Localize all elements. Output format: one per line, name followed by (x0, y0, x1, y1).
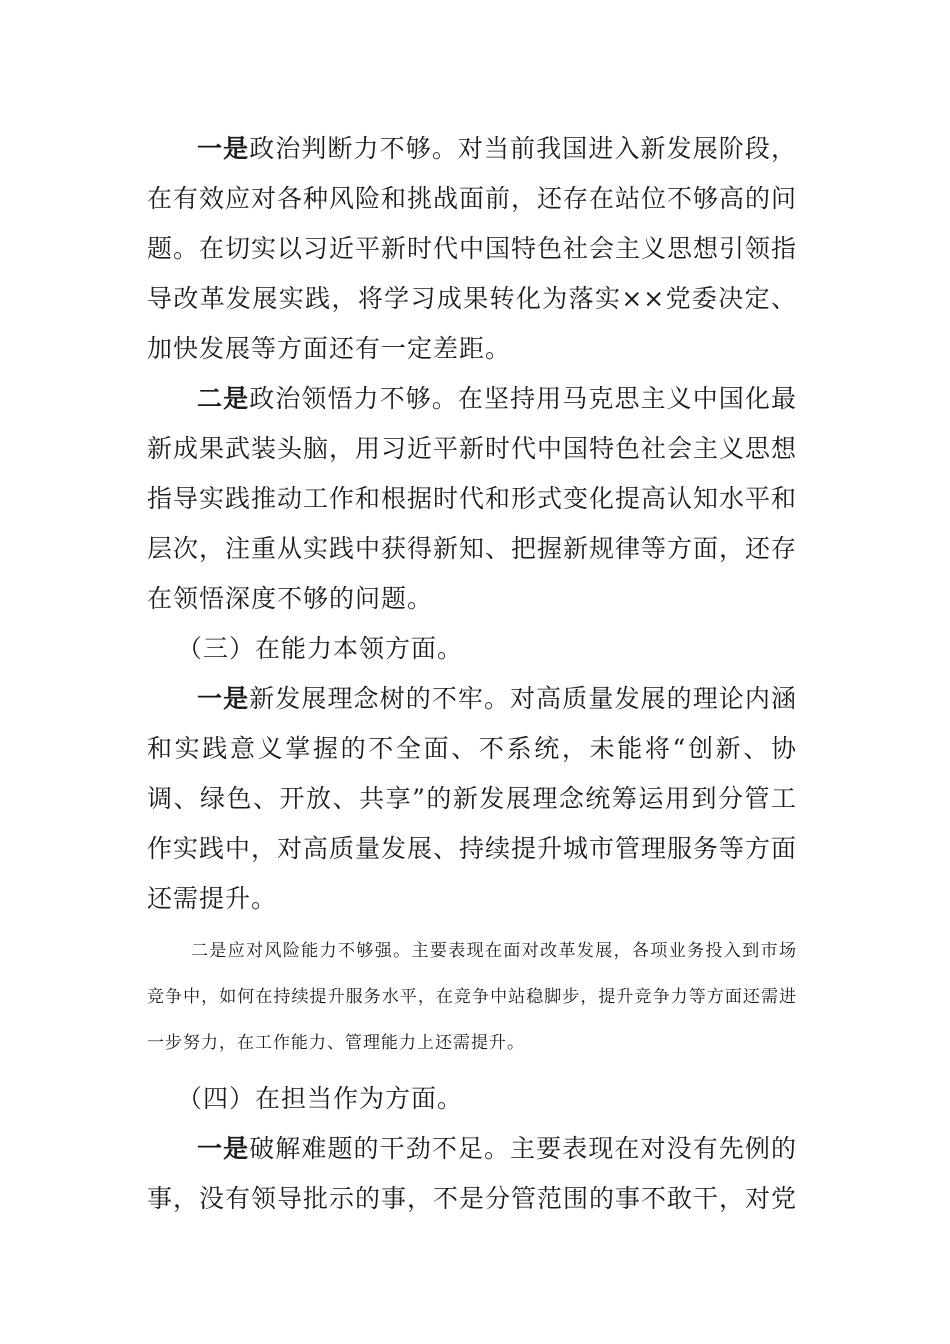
paragraph-text: 破解难题的干劲不足。主要表现在对没有先例的事，没有领导批示的事，不是分管范围的事不敢干，对党 (147, 1134, 798, 1213)
paragraph-lead: 二是 (197, 384, 250, 413)
section-heading-3: （三）在能力本领方面。 (177, 634, 464, 663)
paragraph-lead: 一是 (197, 1134, 250, 1163)
section-heading-4: （四）在担当作为方面。 (177, 1084, 464, 1113)
paragraph-risk-response: 二是应对风险能力不够强。主要表现在面对改革发展，各项业务投入到市场竞争中，如何在持续提升服务水平，在竞争中站稳脚步，提升竞争力等方面还需进一步努力，在工作能力、管理能力上还需提升。 (147, 941, 797, 1053)
paragraph-text: 政治领悟力不够。在坚持用马克思主义中国化最新成果武装头脑，用习近平新时代中国特色社会主义思想指导实践推动工作和根据时代和形式变化提高认知水平和层次，注重从实践中获得新知、把握新规律等方面，还存在领悟深度不够的问题。 (147, 384, 798, 613)
paragraph-text: 新发展理念树的不牢。对高质量发展的理论内涵和实践意义掌握的不全面、不系统，未能将“创新、协调、绿色、开放、共享”的新发展理念统筹运用到分管工作实践中，对高质量发展、持续提升城市管理服务等方面还需提升。 (147, 684, 798, 913)
paragraph-development-concept (147, 674, 797, 924)
paragraph-political-comprehension (147, 374, 797, 624)
document-body (147, 124, 797, 1224)
paragraph-lead: 一是 (197, 684, 250, 713)
paragraph-problem-solving (147, 1124, 797, 1224)
paragraph-lead: 一是 (197, 134, 250, 163)
paragraph-text: 政治判断力不够。对当前我国进入新发展阶段，在有效应对各种风险和挑战面前，还存在站位不够高的问题。在切实以习近平新时代中国特色社会主义思想引领指导改革发展实践，将学习成果转化为落实××党委决定、加快发展等方面还有一定差距。 (147, 134, 798, 363)
paragraph-political-judgment (147, 124, 797, 374)
